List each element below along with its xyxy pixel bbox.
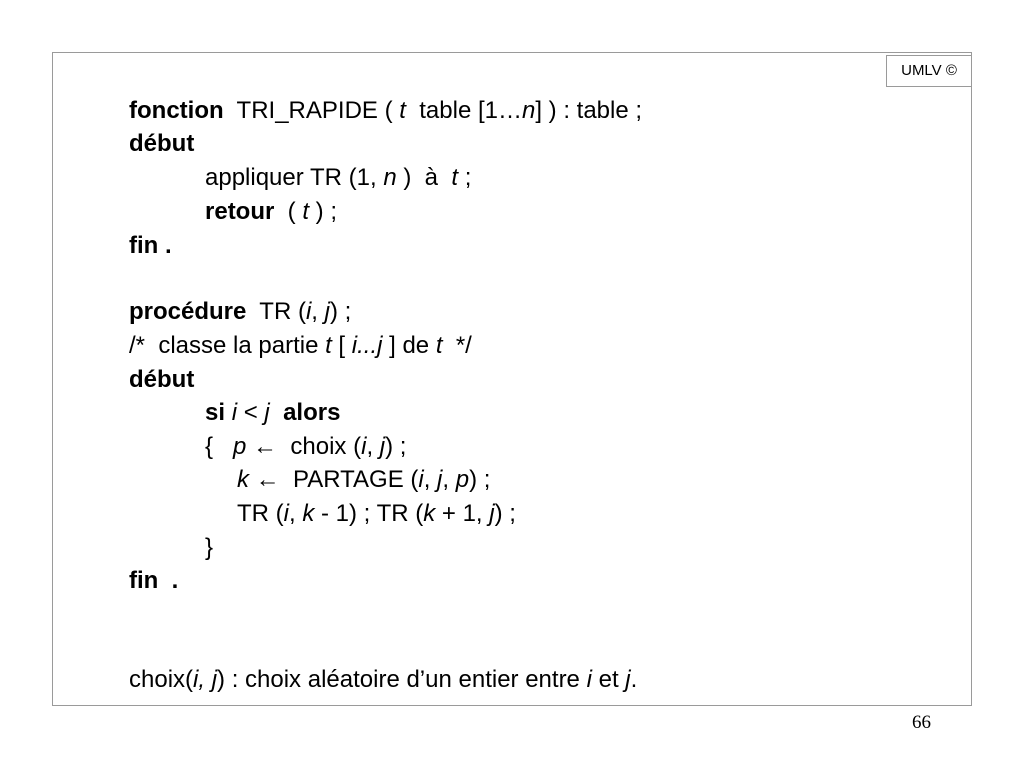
code-line-14: fin . xyxy=(129,567,179,594)
keyword-alors: alors xyxy=(283,399,341,426)
code-line-15: choix(i, j) : choix aléatoire d’un entier entre i et j. xyxy=(129,666,638,693)
code-line-9: si i < j alors xyxy=(205,399,341,426)
code-line-2: début xyxy=(129,130,195,157)
code-line-1: fonction TRI_RAPIDE ( t table [1…n] ) : table ; xyxy=(129,97,643,124)
keyword-si: si xyxy=(205,399,226,426)
code-line-13: } xyxy=(205,534,214,561)
page-number: 66 xyxy=(912,712,931,733)
keyword-retour: retour xyxy=(205,198,275,225)
keyword-procedure: procédure xyxy=(129,298,247,325)
code-line-7: /* classe la partie t [ i...j ] de t */ xyxy=(129,332,472,359)
keyword-fonction: fonction xyxy=(129,97,224,124)
code-block xyxy=(129,0,929,700)
code-line-4: retour ( t ) ; xyxy=(205,198,338,225)
code-line-8: début xyxy=(129,366,195,393)
copyright-badge: UMLV © xyxy=(886,55,972,87)
code-line-6: procédure TR (i, j) ; xyxy=(129,298,352,325)
code-line-12: TR (i, k - 1) ; TR (k + 1, j) ; xyxy=(237,500,516,527)
code-line-10: { p ← choix (i, j) ; xyxy=(205,433,407,460)
code-line-3: appliquer TR (1, n ) à t ; xyxy=(205,164,472,191)
code-line-5: fin . xyxy=(129,232,172,259)
code-line-11: k ← PARTAGE (i, j, p) ; xyxy=(237,466,491,493)
